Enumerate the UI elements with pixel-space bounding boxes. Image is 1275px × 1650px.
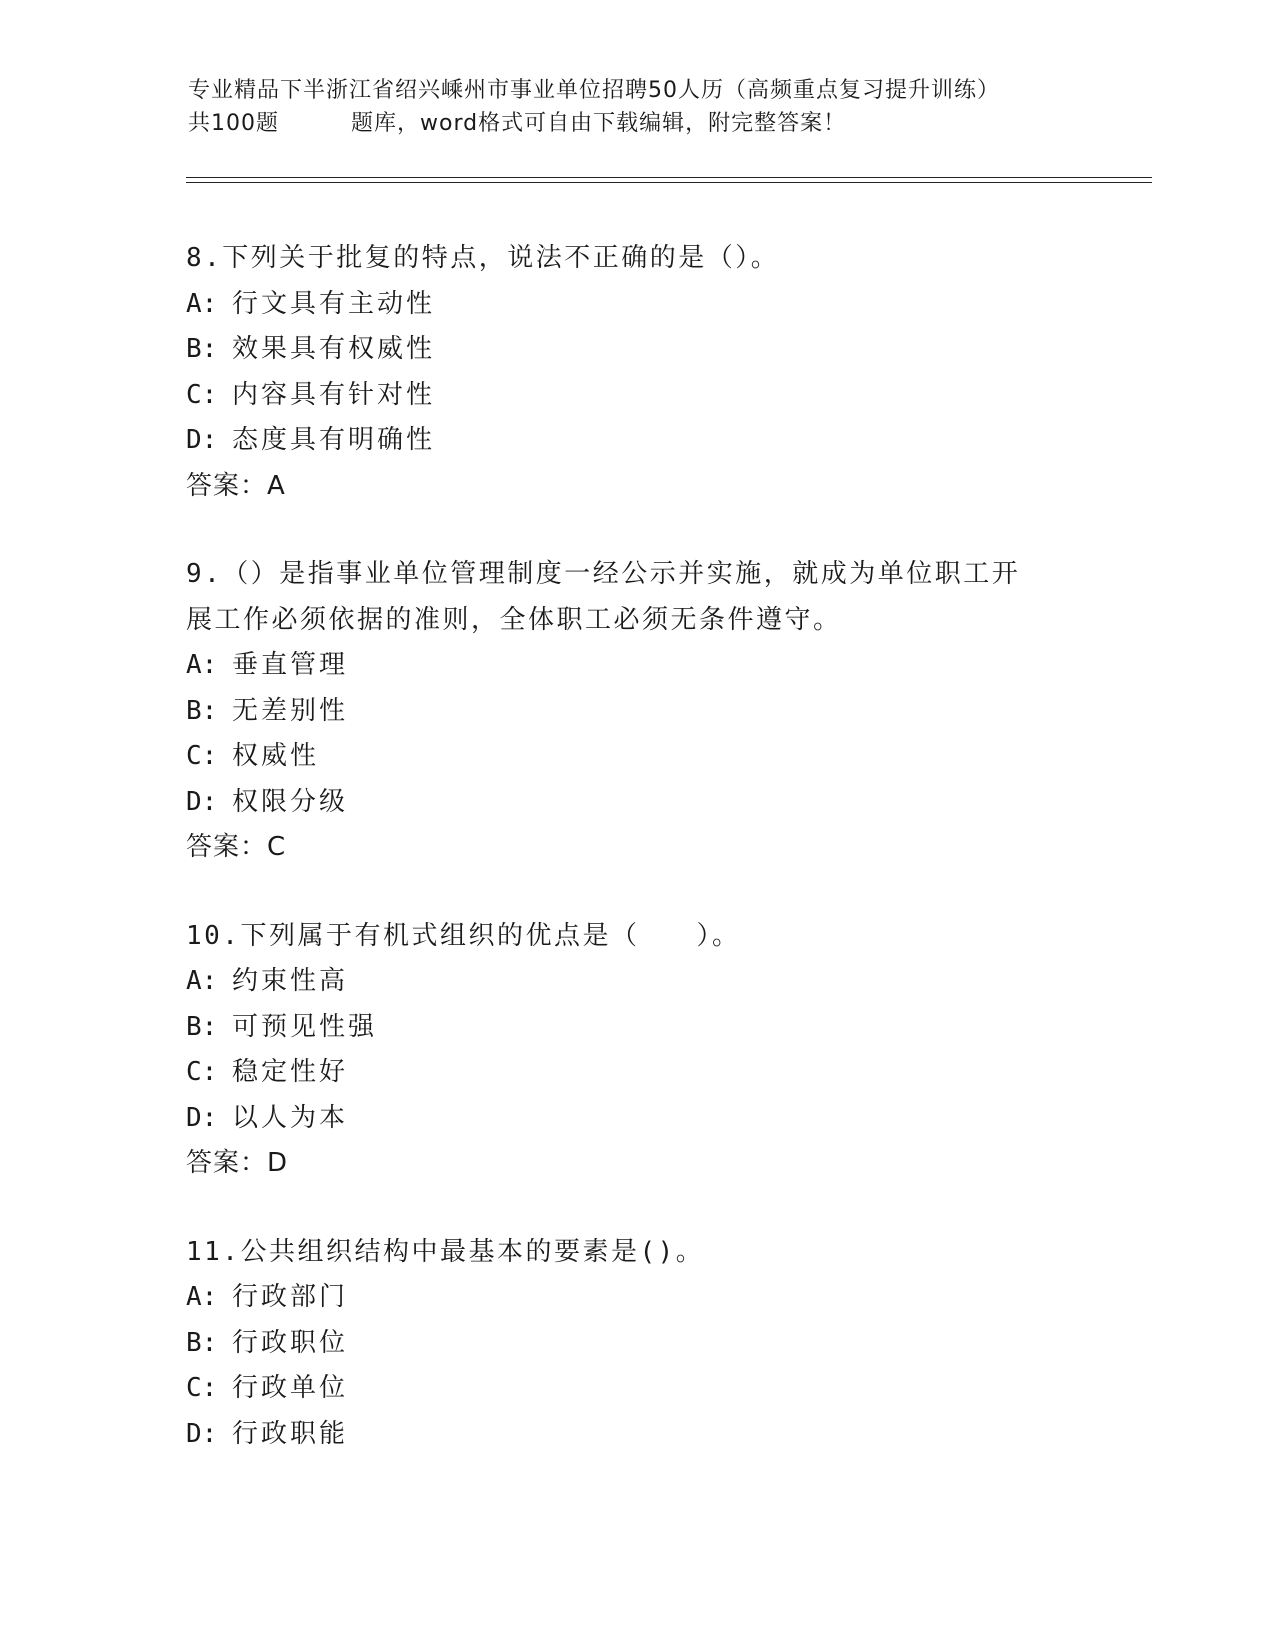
option-text: 以人为本 [232,1102,349,1133]
header-divider-top [186,177,1152,178]
answer-line: 答案：A [186,470,286,501]
option-c [186,1050,1086,1096]
option-key: B: [186,695,218,726]
option-text: 无差别性 [232,695,349,726]
option-d [186,1412,1086,1458]
option-text: 行政部门 [232,1282,349,1312]
option-d [186,1096,1086,1142]
header-description: 题库，word格式可自由下载编辑，附完整答案！ [351,111,847,136]
option-text: 内容具有针对性 [232,379,436,410]
answer-line: 答案：C [186,832,287,862]
option-text: 行文具有主动性 [232,288,436,319]
header-divider-bottom [186,182,1152,183]
option-text: 可预见性强 [232,1011,378,1042]
question-item [186,552,1086,871]
option-b [186,1321,1086,1367]
option-d [186,780,1086,826]
header-title-line: 专业精品下半浙江省绍兴嵊州市事业单位招聘50人历（高频重点复习提升训练） [188,78,1000,103]
question-stem: 11.公共组织结构中最基本的要素是()。 [186,1236,705,1267]
answer-line: 答案：D [186,1148,289,1178]
option-a [186,643,1086,689]
option-c [186,1366,1086,1412]
option-text: 权威性 [232,741,320,771]
header-question-count: 共100题 [188,111,279,136]
option-key: A: [186,1282,218,1312]
option-key: A: [186,288,218,319]
option-key: C: [186,1373,218,1403]
option-key: D: [186,1102,218,1133]
option-key: A: [186,650,218,680]
option-c [186,734,1086,780]
header-subtitle-line [188,107,1168,140]
option-key: B: [186,334,218,364]
question-stem: 9.（）是指事业单位管理制度一经公示并实施，就成为单位职工开展工作必须依据的准则，全体职工必须无条件遵守。 [186,559,1021,635]
question-stem: 8.下列关于批复的特点，说法不正确的是（）。 [186,243,780,273]
option-text: 态度具有明确性 [232,425,436,455]
option-key: C: [186,741,218,771]
option-text: 权限分级 [232,786,349,817]
question-list [186,236,1086,1500]
option-key: A: [186,966,218,996]
option-text: 行政职位 [232,1327,349,1358]
option-text: 约束性高 [232,966,349,996]
option-b [186,1005,1086,1051]
option-c [186,373,1086,419]
option-a [186,282,1086,328]
option-b [186,327,1086,373]
option-key: B: [186,1011,218,1042]
option-d [186,418,1086,464]
option-a [186,1275,1086,1321]
option-text: 效果具有权威性 [232,334,436,364]
option-key: C: [186,379,218,410]
question-item [186,914,1086,1187]
question-item [186,236,1086,509]
option-key: D: [186,425,218,455]
question-stem: 10.下列属于有机式组织的优点是（ ）。 [186,920,741,951]
option-text: 行政职能 [232,1418,349,1449]
option-key: D: [186,1418,218,1449]
document-header [188,74,1168,140]
option-key: D: [186,786,218,817]
option-key: B: [186,1327,218,1358]
option-text: 稳定性好 [232,1057,349,1087]
option-key: C: [186,1057,218,1087]
option-b [186,689,1086,735]
question-item [186,1230,1086,1458]
option-text: 垂直管理 [232,650,349,680]
option-text: 行政单位 [232,1373,349,1403]
option-a [186,959,1086,1005]
